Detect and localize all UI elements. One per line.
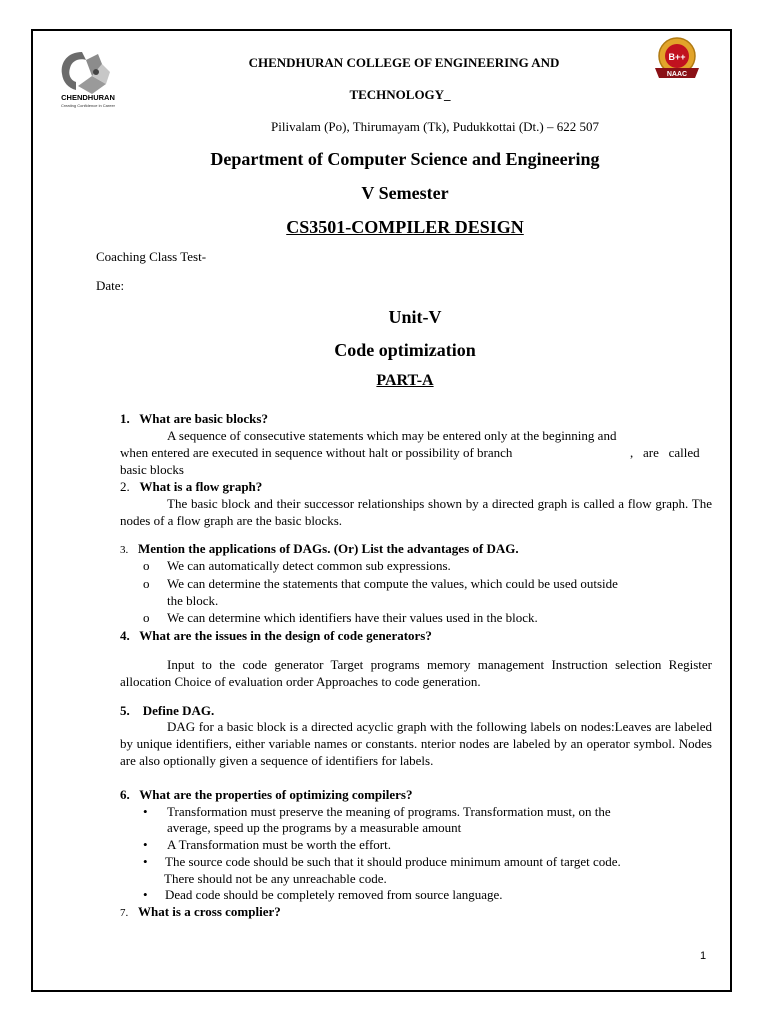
- unit-subtitle: Code optimization: [334, 340, 476, 360]
- bullet-text: We can determine the statements that compute the values, which could be used outside: [167, 576, 618, 591]
- badge-org: NAAC: [666, 71, 688, 78]
- question-number: 1.: [120, 411, 130, 426]
- question-5: [120, 703, 214, 720]
- bullet-marker: o: [143, 610, 150, 625]
- test-label: Coaching Class Test-: [96, 249, 207, 264]
- college-logo-tagline: Creating Confidence in Career: [60, 103, 116, 108]
- bullet-marker: •: [143, 837, 148, 852]
- college-name-line1: CHENDHURAN COLLEGE OF ENGINEERING AND: [248, 55, 560, 70]
- question-title: What are basic blocks?: [139, 411, 268, 426]
- question-number: 6.: [120, 787, 130, 802]
- question-number: 4.: [120, 628, 130, 643]
- question-title: Mention the applications of DAGs. (Or) List the advantages of DAG.: [138, 541, 519, 556]
- bullet-continuation: the block.: [167, 593, 219, 608]
- question-number: 7.: [120, 907, 129, 919]
- question-2: [120, 479, 262, 496]
- question-4: [120, 628, 432, 645]
- question-title: What is a flow graph?: [139, 479, 263, 494]
- badge-grade: B++: [668, 52, 686, 62]
- question-title: What are the properties of optimizing compilers?: [139, 787, 413, 802]
- college-address: Pilivalam (Po), Thirumayam (Tk), Pudukkottai (Dt.) – 622 507: [271, 119, 599, 134]
- question-title: What is a cross complier?: [138, 904, 281, 919]
- question-number: 5.: [120, 703, 130, 718]
- bullet-marker: •: [143, 854, 148, 869]
- answer-4: Input to the code generator Target programs memory management Instruction selection Register allocation Choice of evaluation order Approaches to code generation.: [120, 657, 712, 689]
- bullet-marker: •: [143, 887, 148, 902]
- question-number: 3.: [120, 544, 129, 556]
- part-title: PART-A: [376, 372, 434, 389]
- semester-title: V Semester: [361, 183, 449, 203]
- college-name-line2: TECHNOLOGY_: [349, 87, 451, 102]
- bullet-text: We can automatically detect common sub expressions.: [167, 558, 451, 573]
- bullet-text: Transformation must preserve the meaning of programs. Transformation must, on the: [167, 804, 611, 819]
- question-7: [120, 904, 281, 922]
- bullet-marker: •: [143, 804, 148, 819]
- bullet-continuation: There should not be any unreachable code.: [164, 871, 387, 886]
- bullet-continuation: average, speed up the programs by a measurable amount: [167, 820, 462, 835]
- bullet-text: Dead code should be completely removed from source language.: [165, 887, 503, 902]
- answer-5: DAG for a basic block is a directed acyclic graph with the following labels on nodes:Leaves are labeled by unique identifiers, either variable names or constants. nterior nodes are labeled by an operator symbol. Nodes are also optionally given a sequence of identifiers for labels.: [120, 719, 712, 768]
- department-title: Department of Computer Science and Engineering: [210, 149, 600, 169]
- answer-1-line2b: , are called: [630, 445, 700, 460]
- answer-1-line1: A sequence of consecutive statements which may be entered only at the beginning and: [167, 428, 617, 443]
- bullet-text: The source code should be such that it should produce minimum amount of target code.: [165, 854, 621, 869]
- question-1: [120, 411, 268, 428]
- page-number: 1: [700, 950, 707, 962]
- question-title: Define DAG.: [142, 703, 215, 718]
- date-label: Date:: [96, 278, 125, 293]
- unit-title: Unit-V: [388, 307, 442, 327]
- bullet-marker: o: [143, 558, 150, 573]
- college-logo-name: CHENDHURAN: [61, 93, 115, 102]
- question-title: What are the issues in the design of code generators?: [139, 628, 432, 643]
- bullet-text: A Transformation must be worth the effort.: [167, 837, 391, 852]
- question-3: [120, 541, 519, 559]
- question-6: [120, 787, 412, 804]
- bullet-text: We can determine which identifiers have their values used in the block.: [167, 610, 538, 625]
- answer-2: The basic block and their successor relationships shown by a directed graph is called a flow graph. The nodes of a flow graph are the basic blocks.: [120, 496, 712, 528]
- answer-1-line3: basic blocks: [120, 462, 184, 477]
- question-number: 2.: [120, 479, 130, 494]
- bullet-marker: o: [143, 576, 150, 591]
- answer-1-line2a: when entered are executed in sequence without halt or possibility of branch: [120, 445, 513, 460]
- course-title: CS3501-COMPILER DESIGN: [286, 217, 524, 237]
